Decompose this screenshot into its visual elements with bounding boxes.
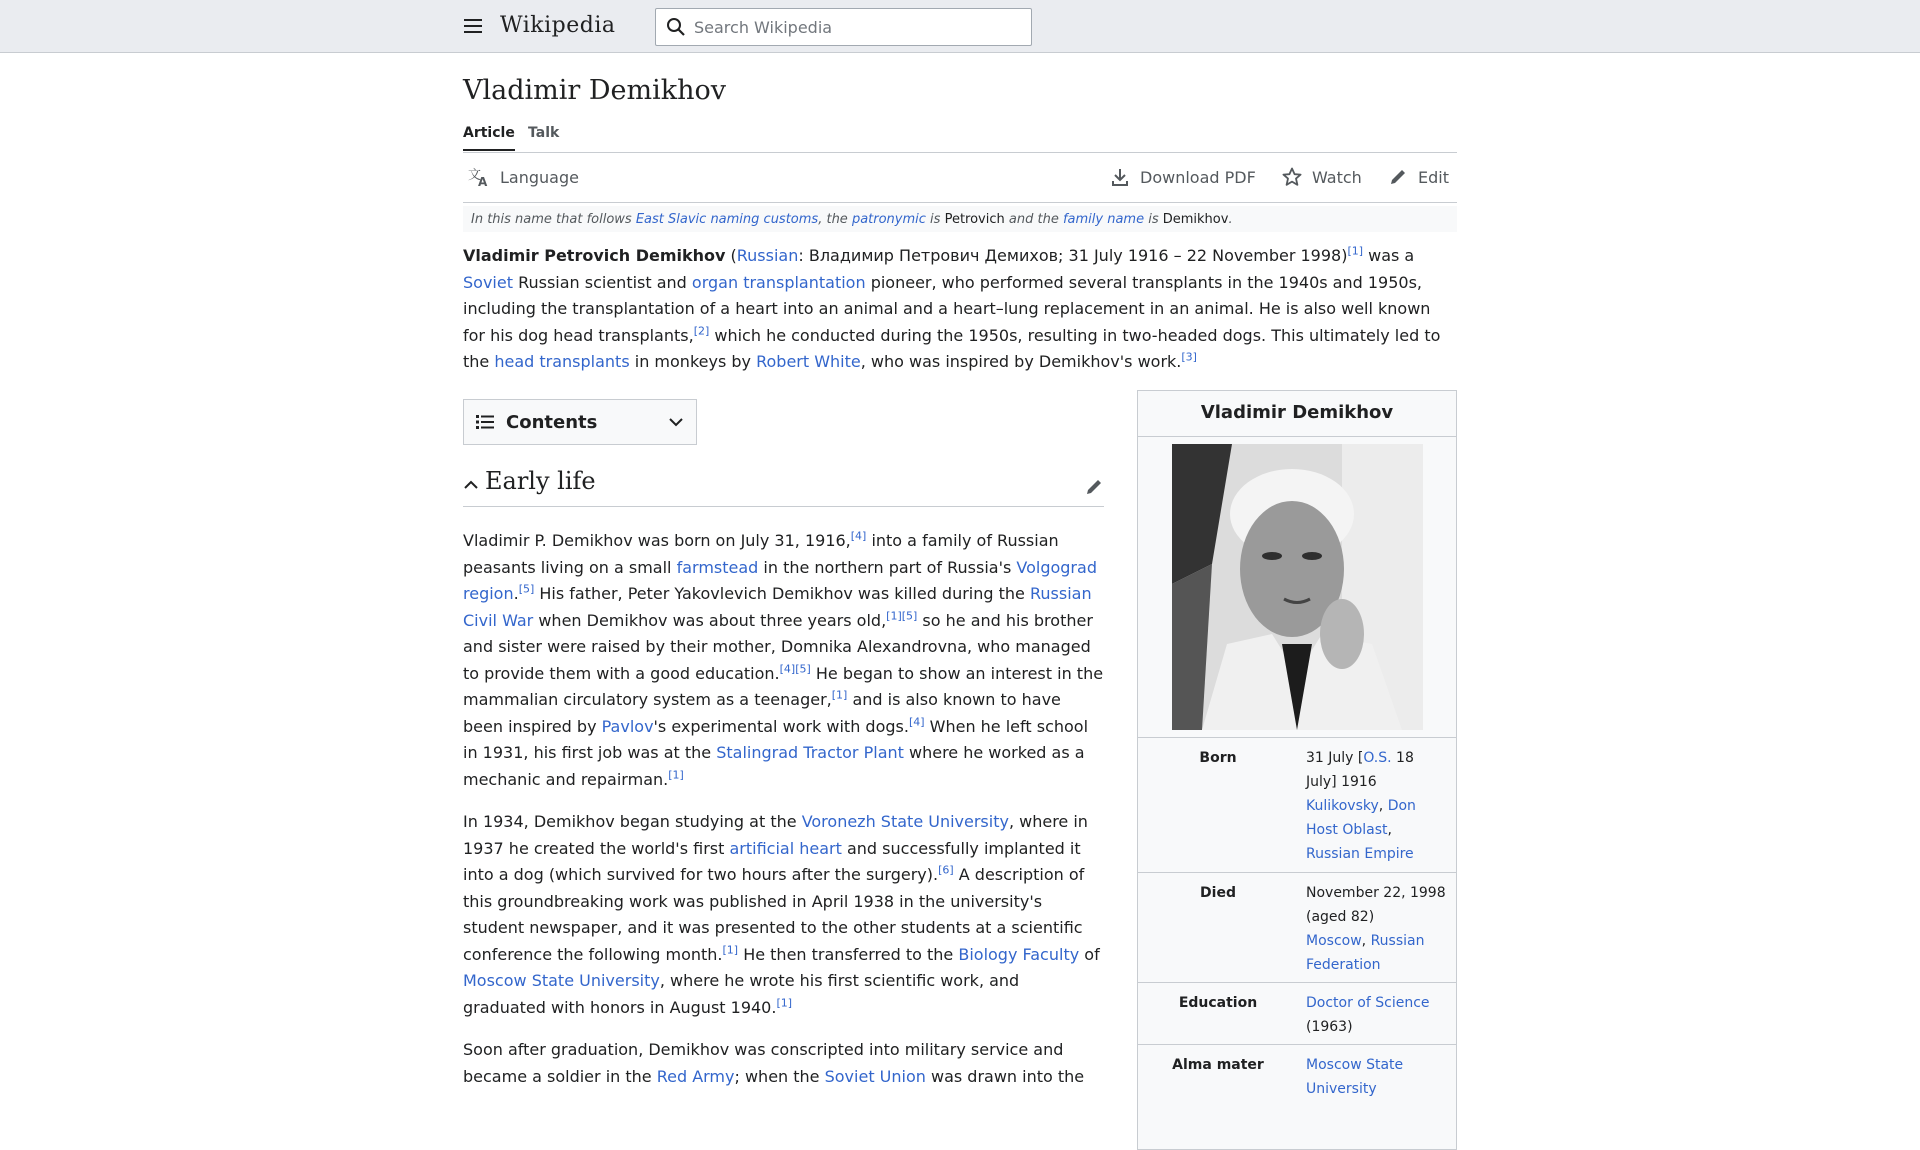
link-soviet-union[interactable]: Soviet Union bbox=[824, 1066, 926, 1086]
text: When he left school in 1931, his first job was at the bbox=[463, 716, 1089, 762]
translate-icon bbox=[468, 167, 490, 187]
language-button[interactable] bbox=[468, 167, 579, 187]
text: , where in 1937 he created the world's first bbox=[463, 812, 1088, 858]
link-moscow[interactable]: Moscow bbox=[1306, 933, 1362, 949]
paragraph bbox=[463, 1037, 1104, 1090]
wikipedia-logo[interactable]: Wikipedia bbox=[500, 13, 616, 38]
hatnote-text: is bbox=[925, 212, 945, 227]
infobox-label: Born bbox=[1199, 750, 1237, 766]
main-menu-button[interactable] bbox=[462, 15, 484, 37]
text: : Владимир Петрович Демихов; 31 July 1916 – 22 November 1998) bbox=[798, 246, 1348, 265]
text: Russian scientist and bbox=[512, 272, 692, 292]
hatnote-patronymic: Petrovich bbox=[944, 212, 1005, 227]
hamburger-icon-line bbox=[464, 31, 482, 33]
text: . bbox=[513, 584, 519, 603]
text: , bbox=[1378, 798, 1388, 814]
text: in monkeys by bbox=[629, 352, 757, 371]
chevron-down-icon bbox=[668, 414, 684, 430]
hatnote-text: and the bbox=[1004, 212, 1063, 227]
hatnote-family-name: Demikhov bbox=[1162, 212, 1229, 227]
hatnote-text: , the bbox=[818, 212, 852, 227]
section-heading-early-life bbox=[463, 465, 1104, 507]
infobox-value bbox=[1306, 987, 1446, 1039]
link-russian-empire[interactable]: Russian Empire bbox=[1306, 846, 1414, 862]
download-pdf-label: Download PDF bbox=[1140, 167, 1256, 187]
hatnote-text: In this name that follows bbox=[471, 212, 636, 227]
text: which he conducted during the 1950s, resulting in two-headed dogs. This ultimately led to the bbox=[463, 325, 1441, 371]
link-don-host-oblast[interactable]: Don Host Oblast bbox=[1306, 798, 1416, 838]
reference-link[interactable]: [4] bbox=[850, 529, 867, 543]
link-farmstead[interactable]: farmstead bbox=[676, 557, 759, 577]
text: was drawn into the bbox=[925, 1066, 1085, 1086]
infobox-label: Alma mater bbox=[1172, 1057, 1264, 1073]
contents-label: Contents bbox=[506, 411, 598, 433]
link-red-army[interactable]: Red Army bbox=[656, 1066, 735, 1086]
text: ( bbox=[725, 246, 737, 265]
text: was a bbox=[1363, 246, 1415, 265]
text: His father, Peter Yakovlevich Demikhov was killed during the bbox=[534, 584, 1030, 603]
text: Soon after graduation, Demikhov was conscripted into military service and became a soldier in the bbox=[463, 1040, 1064, 1086]
contents-toggle[interactable] bbox=[463, 399, 697, 445]
reference-link[interactable]: [5] bbox=[518, 582, 535, 596]
download-icon bbox=[1110, 167, 1130, 187]
download-pdf-button[interactable] bbox=[1110, 167, 1256, 187]
link-russian-civil-war[interactable]: Russian Civil War bbox=[463, 584, 1092, 630]
link-voronezh-state-university[interactable]: Voronezh State University bbox=[801, 812, 1009, 831]
search-box[interactable] bbox=[655, 8, 1032, 46]
edit-label: Edit bbox=[1418, 167, 1449, 187]
text: in the northern part of Russia's bbox=[758, 557, 1017, 577]
text: and is also known to have been inspired by bbox=[463, 690, 1061, 736]
link-volgograd-region[interactable]: Volgograd region bbox=[463, 557, 1097, 603]
pencil-icon bbox=[1388, 167, 1408, 187]
link-kulikovsky[interactable]: Kulikovsky bbox=[1306, 798, 1379, 814]
link-moscow-state-university[interactable]: Moscow State University bbox=[1306, 1057, 1404, 1097]
text: November 22, 1998 (aged 82) bbox=[1306, 885, 1446, 925]
tab-talk[interactable]: Talk bbox=[528, 125, 560, 141]
text: He then transferred to the bbox=[738, 944, 959, 964]
infobox-row-education bbox=[1138, 983, 1456, 1045]
watch-label: Watch bbox=[1312, 167, 1362, 187]
text: ; when the bbox=[734, 1066, 825, 1086]
hamburger-icon bbox=[464, 19, 482, 21]
infobox-value bbox=[1306, 742, 1446, 866]
link-artificial-heart[interactable]: artificial heart bbox=[729, 838, 842, 858]
link-robert-white[interactable]: Robert White bbox=[756, 352, 861, 371]
hatnote-text: is bbox=[1144, 212, 1163, 227]
star-icon bbox=[1282, 167, 1302, 187]
infobox-label: Education bbox=[1178, 995, 1258, 1011]
pencil-icon[interactable] bbox=[1084, 477, 1104, 497]
infobox-value bbox=[1306, 877, 1446, 977]
text: into a family of Russian peasants living on a small bbox=[463, 531, 1059, 577]
hamburger-icon-line bbox=[464, 25, 482, 27]
lead-paragraph bbox=[463, 243, 1457, 376]
reference-link[interactable]: [1] bbox=[722, 943, 739, 957]
link-east-slavic-naming[interactable]: East Slavic naming customs bbox=[635, 212, 819, 227]
chevron-up-icon[interactable] bbox=[463, 477, 479, 493]
link-biology-faculty[interactable]: Biology Faculty bbox=[958, 944, 1080, 964]
link-patronymic[interactable]: patronymic bbox=[851, 212, 926, 227]
text: of bbox=[1079, 944, 1100, 964]
link-organ-transplantation[interactable]: organ transplantation bbox=[691, 272, 866, 292]
list-icon bbox=[476, 414, 494, 430]
link-russian[interactable]: Russian bbox=[736, 246, 799, 265]
infobox-value bbox=[1306, 1049, 1446, 1101]
link-stalingrad-tractor-plant[interactable]: Stalingrad Tractor Plant bbox=[716, 743, 904, 762]
reference-link[interactable]: [4][5] bbox=[779, 662, 811, 676]
reference-link[interactable]: [2] bbox=[693, 324, 710, 338]
hatnote bbox=[463, 206, 1457, 232]
text: 31 July [ bbox=[1306, 750, 1364, 766]
portrait-image bbox=[1172, 444, 1423, 730]
infobox-label: Died bbox=[1200, 885, 1236, 901]
reference-link[interactable]: [4] bbox=[908, 715, 925, 729]
reference-link[interactable]: [1] bbox=[831, 688, 848, 702]
reference-link[interactable]: [1] bbox=[668, 768, 684, 782]
search-input[interactable] bbox=[694, 18, 1014, 37]
header-bar bbox=[0, 0, 1920, 53]
search-icon bbox=[666, 17, 686, 37]
text: , bbox=[1361, 933, 1371, 949]
link-pavlov[interactable]: Pavlov bbox=[601, 716, 654, 736]
text: In 1934, Demikhov began studying at the bbox=[463, 812, 802, 831]
text: A description of this groundbreaking work was published in April 1938 in the university's student newspaper, and it was presented to the other students at a scientific conference the following month. bbox=[463, 865, 1085, 964]
paragraph bbox=[463, 809, 1104, 1021]
infobox-row-born bbox=[1138, 738, 1456, 873]
svg-text:A: A bbox=[478, 175, 488, 187]
text: where he worked as a mechanic and repairman. bbox=[463, 743, 1085, 789]
link-soviet[interactable]: Soviet bbox=[463, 272, 513, 292]
svg-text:文: 文 bbox=[468, 168, 482, 183]
text: , where he wrote his first scientific work, and graduated with honors in August 1940. bbox=[463, 971, 1020, 1017]
reference-link[interactable]: [1][5] bbox=[886, 609, 918, 623]
link-moscow-state-university[interactable]: Moscow State University bbox=[463, 971, 660, 990]
text: and successfully implanted it into a dog (which survived for two hours after the surgery). bbox=[463, 838, 1081, 884]
reference-link[interactable]: [1] bbox=[1347, 244, 1364, 258]
reference-link[interactable]: [1] bbox=[776, 996, 793, 1010]
text: when Demikhov was about three years old, bbox=[533, 610, 887, 630]
text: so he and his brother and sister were raised by their mother, Domnika Alexandrovna, who managed to provide them with a good education. bbox=[463, 610, 1093, 683]
edit-button[interactable] bbox=[1388, 167, 1449, 187]
namespace-tabs bbox=[463, 125, 1457, 153]
text: 18 July] 1916 bbox=[1306, 750, 1414, 790]
text: He began to show an interest in the mammalian circulatory system as a teenager, bbox=[463, 663, 1104, 709]
hatnote-text: . bbox=[1228, 212, 1233, 227]
reference-link[interactable]: [6] bbox=[938, 863, 954, 877]
text: , who was inspired by Demikhov's work. bbox=[860, 352, 1182, 371]
text: (1963) bbox=[1306, 1019, 1353, 1035]
text: pioneer, who performed several transplants in the 1940s and 1950s, including the transplantation of a heart into an animal and a heart–lung replacement in an animal. He is also well known for his dog head transplants, bbox=[463, 272, 1431, 345]
page-title: Vladimir Demikhov bbox=[463, 75, 726, 106]
text: Vladimir P. Demikhov was born on July 31, 1916, bbox=[463, 531, 851, 550]
section-title: Early life bbox=[485, 467, 596, 495]
watch-button[interactable] bbox=[1282, 167, 1362, 187]
page-toolbar bbox=[463, 153, 1457, 203]
paragraph bbox=[463, 528, 1104, 793]
infobox-row-alma-mater bbox=[1138, 1045, 1456, 1115]
text: , bbox=[1387, 822, 1392, 838]
language-label: Language bbox=[500, 167, 579, 187]
link-doctor-of-science[interactable]: Doctor of Science bbox=[1306, 995, 1430, 1011]
subject-name: Vladimir Petrovich Demikhov bbox=[463, 246, 726, 265]
tab-article[interactable]: Article bbox=[463, 125, 515, 151]
infobox-title: Vladimir Demikhov bbox=[1138, 391, 1456, 437]
portrait-photo[interactable] bbox=[1172, 444, 1423, 730]
link-family-name[interactable]: family name bbox=[1062, 212, 1145, 227]
text: 's experimental work with dogs. bbox=[653, 716, 909, 736]
infobox-image-cell bbox=[1138, 437, 1456, 738]
link-russian-federation[interactable]: Russian Federation bbox=[1306, 933, 1425, 973]
link-head-transplants[interactable]: head transplants bbox=[494, 352, 630, 371]
reference-link[interactable]: [3] bbox=[1181, 350, 1197, 364]
infobox-row-died bbox=[1138, 873, 1456, 983]
infobox bbox=[1137, 390, 1457, 1150]
link-old-style[interactable]: O.S. bbox=[1363, 750, 1392, 766]
